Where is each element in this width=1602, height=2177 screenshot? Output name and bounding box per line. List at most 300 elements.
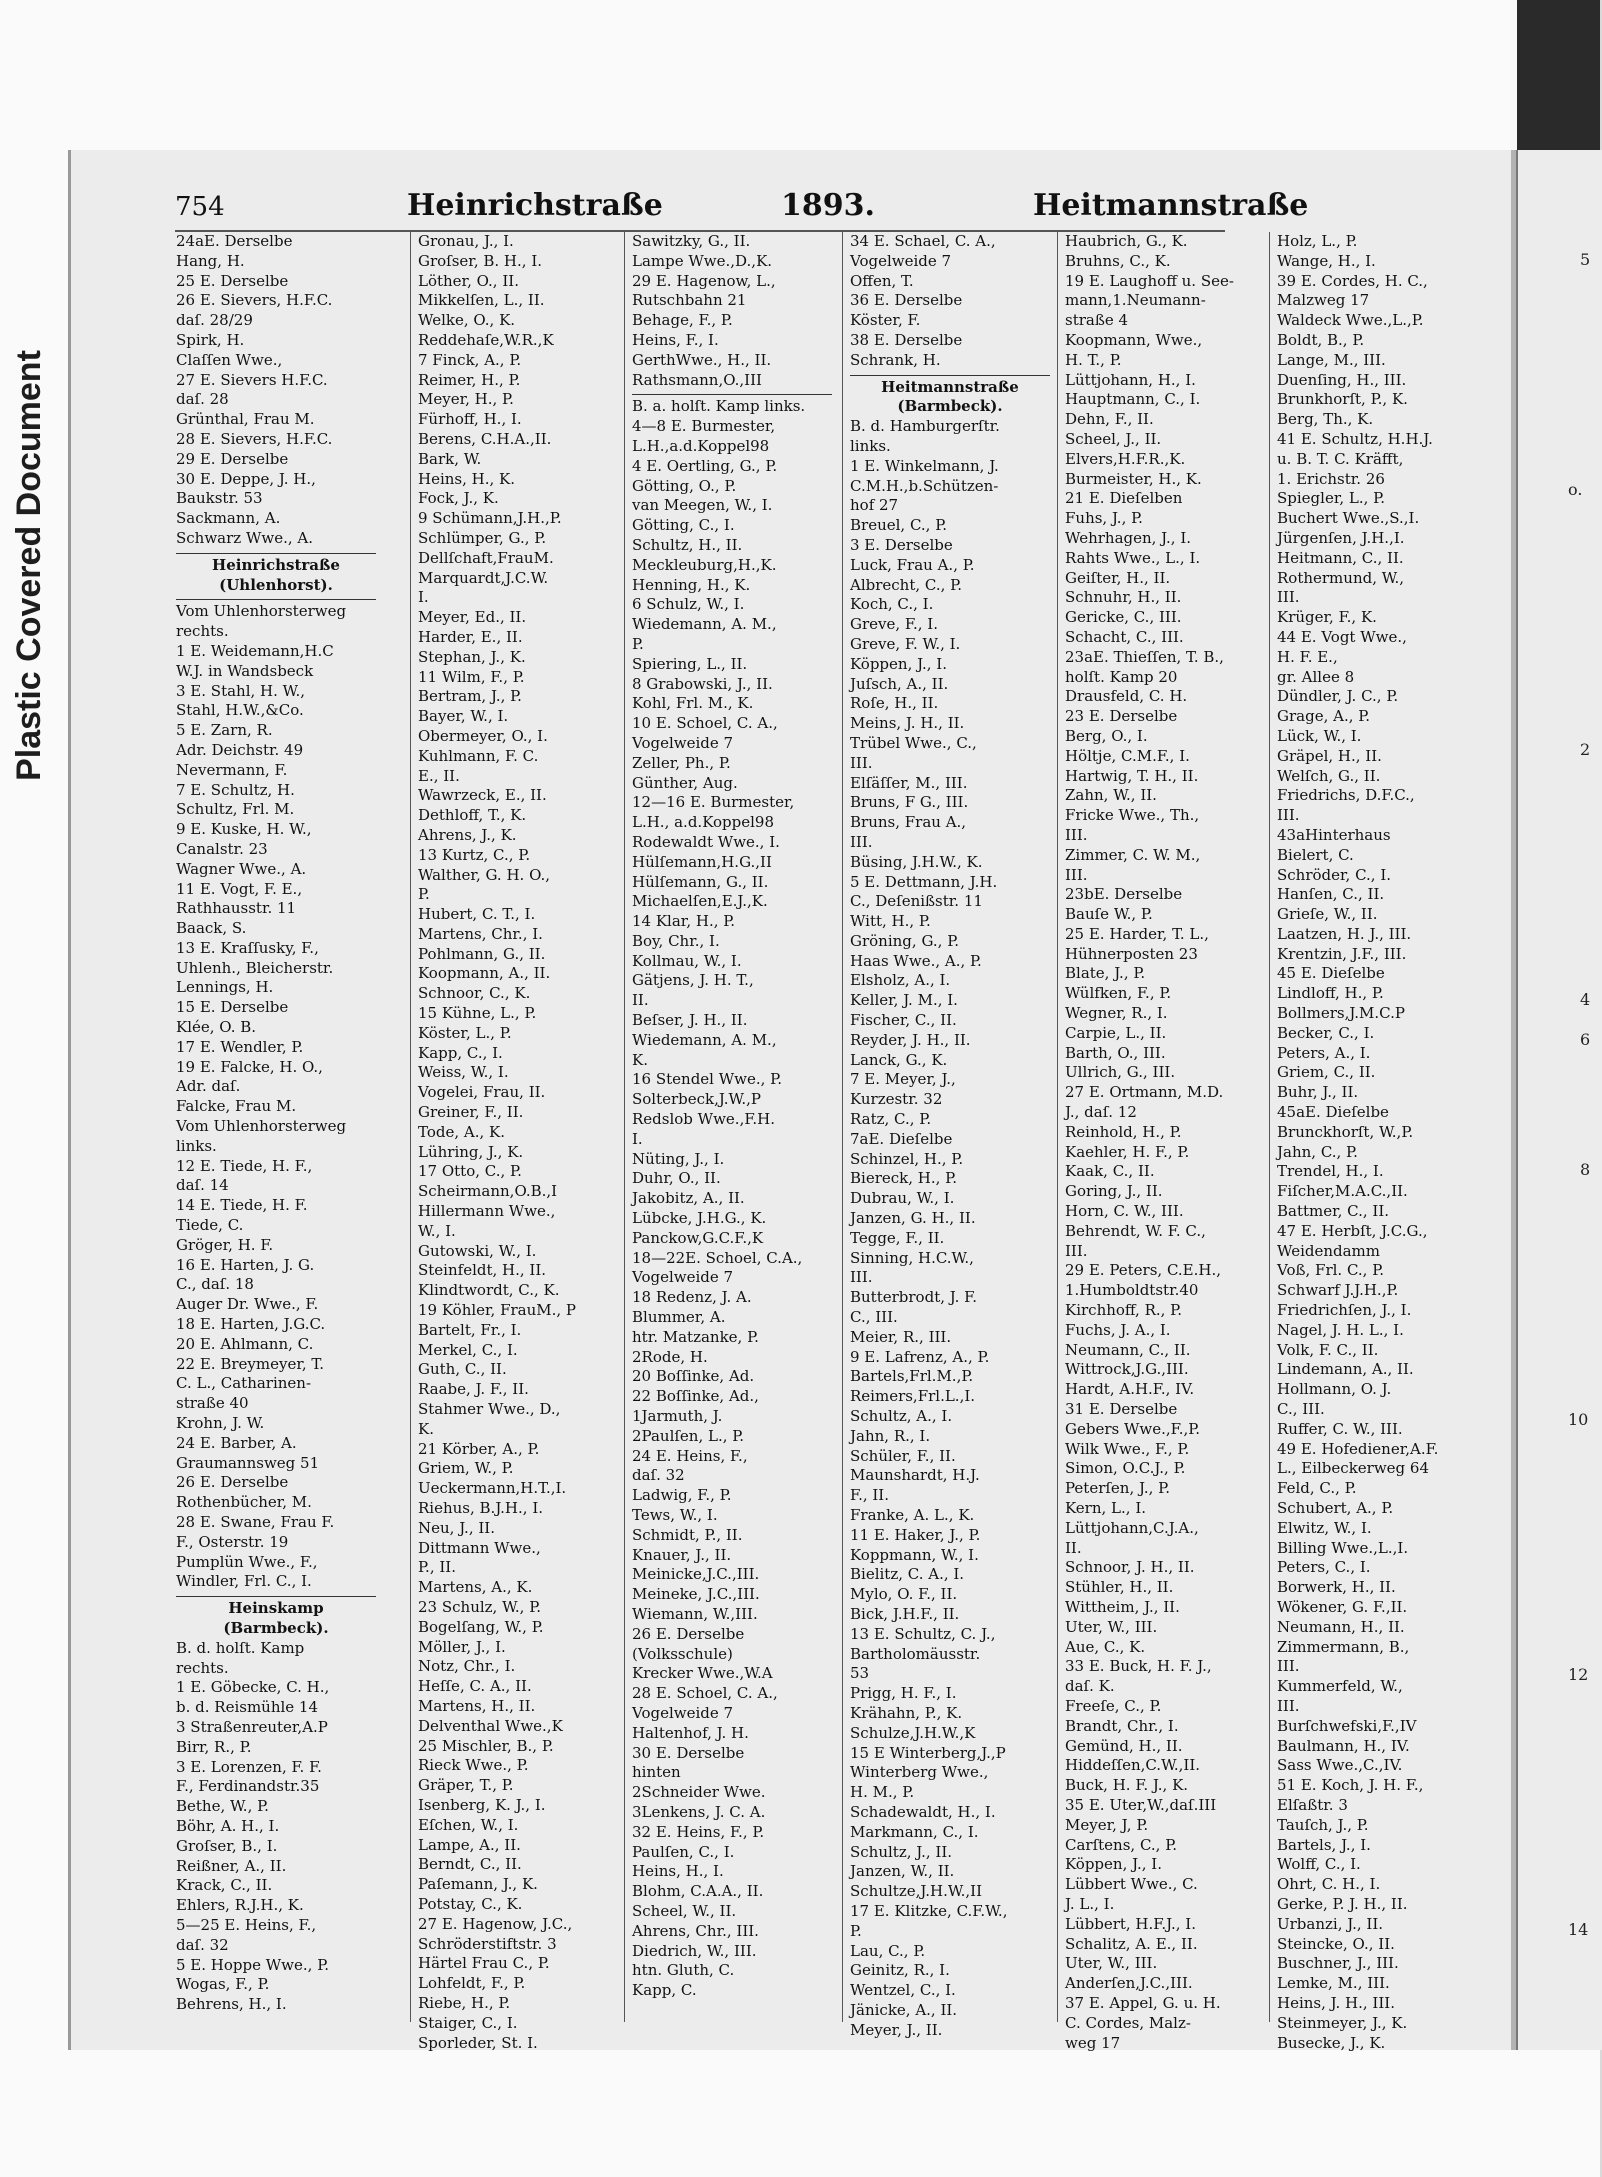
directory-entry: Löther, O., II. [418,271,519,290]
directory-entry: Sporleder, St. I. [418,2033,538,2052]
directory-entry: Reimer, H., P. [418,370,521,389]
directory-entry: III. [1277,1657,1300,1676]
directory-entry: Schultz, H., II. [632,535,743,554]
directory-entry: Jahn, R., I. [850,1426,931,1445]
directory-entry: Hanſen, C., II. [1277,885,1385,904]
directory-entry: Schulze,J.H.W.,K [850,1723,976,1742]
directory-entry: 27 E. Ortmann, M.D. [1065,1083,1224,1102]
directory-entry: Gräpel, H., II. [1277,746,1382,765]
directory-entry: Paulſen, C., I. [632,1842,735,1861]
directory-entry: 30 E. Deppe, J. H., [176,469,316,488]
directory-entry: 44 E. Vogt Wwe., [1277,627,1407,646]
directory-entry: 17 Otto, C., P. [418,1162,522,1181]
directory-entry: 1.Humboldtstr.40 [1065,1281,1199,1300]
directory-entry: Drausfeld, C. H. [1065,687,1188,706]
directory-entry: Auger Dr. Wwe., F. [176,1295,319,1314]
directory-entry: Zimmermann, B., [1277,1637,1410,1656]
directory-entry: Heins, H., K. [418,469,516,488]
directory-entry: Fuchs, J. A., I. [1065,1320,1171,1339]
directory-entry: mann,1.Neumann- [1065,291,1206,310]
directory-entry: Kuhlmann, F. C. [418,746,539,765]
directory-entry: 25 Mischler, B., P. [418,1736,554,1755]
directory-entry: Eſchen, W., I. [418,1815,519,1834]
directory-entry: 13 Kurtz, C., P. [418,845,531,864]
directory-entry: 7 E. Schultz, H. [176,780,295,799]
directory-entry: Bielert, C. [1277,845,1354,864]
directory-column-4 [850,232,1050,2039]
directory-entry: 29 E. Derselbe [176,449,289,468]
directory-entry: Kern, L., I. [1065,1499,1147,1517]
directory-entry: Gröger, H. F. [176,1235,274,1254]
directory-entry: Meinicke,J.C.,III. [632,1565,760,1584]
directory-entry: Tews, W., I. [632,1506,718,1524]
directory-entry: C., Deſenißstr. 11 [850,892,983,911]
directory-entry: Heins, J. H., III. [1277,1993,1395,2012]
directory-entry: 25 E. Derselbe [176,271,289,290]
directory-entry: Mylo, O. F., II. [850,1585,958,1604]
directory-entry: 33 E. Buck, H. F. J., [1065,1657,1212,1676]
directory-entry: Burmeister, H., K. [1065,469,1202,488]
directory-entry: 5—25 E. Heins, F., [176,1915,317,1934]
directory-entry: Knauer, J., II. [632,1545,732,1564]
directory-entry: (Barmbeck). [223,1618,329,1637]
directory-entry: 31 E. Derselbe [1065,1400,1178,1419]
directory-entry: 37 E. Appel, G. u. H. [1065,1993,1221,2012]
directory-entry: van Meegen, W., I. [632,496,773,515]
column-rule [842,232,843,2022]
directory-entry: K. [632,1050,648,1069]
directory-entry: Krecker Wwe.,W.A [632,1664,773,1683]
adjacent-page-number: 10 [1568,1410,1589,1429]
page-header [175,188,1309,228]
directory-entry: Hang, H. [176,251,245,270]
directory-entry: Krüger, F., K. [1277,608,1377,627]
directory-entry: Falcke, Frau M. [176,1097,297,1116]
directory-entry: Sinning, H.C.W., [850,1248,974,1267]
directory-entry: Lampe, A., II. [418,1835,521,1854]
directory-entry: Buchert Wwe.,S.,I. [1277,509,1420,528]
directory-entry: Rathsmann,O.,III [632,370,762,389]
directory-entry: Berndt, C., II. [418,1855,522,1874]
directory-entry: Jahn, C., P. [1277,1142,1358,1161]
directory-entry: III. [850,1268,873,1287]
directory-entry: Franke, A. L., K. [850,1506,975,1524]
directory-entry: Rahts Wwe., L., I. [1065,548,1201,567]
directory-entry: 15 E. Derselbe [176,998,289,1017]
directory-entry: 38 E. Derselbe [850,330,963,349]
directory-entry: Sawitzky, G., II. [632,232,751,250]
directory-entry: Dehn, F., II. [1065,410,1154,429]
directory-entry: Reimers,Frl.L.,I. [850,1387,976,1406]
directory-entry: Horn, C. W., III. [1065,1202,1184,1221]
directory-entry: Koopmann, A., II. [418,964,551,983]
directory-entry: 3 E. Derselbe [850,535,953,554]
directory-entry: H. T., P. [1065,350,1122,369]
directory-entry: Lau, C., P. [850,1941,926,1960]
directory-entry: Anderſen,J.C.,III. [1065,1974,1193,1993]
directory-entry: 39 E. Cordes, H. C., [1277,271,1428,290]
directory-entry: Laatzen, H. J., III. [1277,924,1412,943]
directory-entry: Buck, H. F. J., K. [1065,1776,1189,1795]
directory-entry: Meyer, H., P. [418,390,514,409]
left-street-title: Heinrichstraße [407,188,663,223]
directory-entry: Adr. daſ. [176,1077,241,1096]
adjacent-page-edge [1516,150,1602,2050]
directory-column-5 [1065,232,1265,2052]
directory-entry: Peters, C., I. [1277,1558,1371,1577]
directory-entry: Lohfeldt, F., P. [418,1974,526,1993]
directory-entry: Elsholz, A., I. [850,971,951,990]
directory-entry: Breuel, C., P. [850,516,948,535]
directory-entry: Elvers,H.F.R.,K. [1065,449,1186,468]
directory-entry: Janzen, G. H., II. [850,1209,976,1228]
directory-entry: Scheirmann,O.B.,I [418,1182,558,1201]
directory-entry: Dündler, J. C., P. [1277,687,1399,706]
directory-entry: 45 E. Dieſelbe [1277,964,1385,983]
directory-entry: Prigg, H. F., I. [850,1684,957,1703]
directory-entry: Ladwig, F., P. [632,1486,732,1505]
directory-entry: Bollmers,J.M.C.P [1277,1004,1405,1023]
directory-entry: Geinitz, R., I. [850,1961,950,1980]
directory-entry: Stühler, H., II. [1065,1578,1174,1597]
directory-entry: Bartels,Frl.M.,P. [850,1367,974,1386]
directory-entry: 19 Köhler, FrauM., P [418,1301,577,1320]
directory-entry: 43aHinterhaus [1277,825,1391,844]
directory-entry: Freeſe, C., P. [1065,1696,1162,1715]
directory-entry: Sackmann, A. [176,509,281,528]
directory-entry: Pohlmann, G., II. [418,944,546,963]
directory-entry: 15 Kühne, L., P. [418,1004,537,1023]
directory-entry: III. [1065,865,1088,884]
directory-entry: 45aE. Dieſelbe [1277,1103,1389,1122]
directory-entry: Trendel, H., I. [1277,1162,1384,1181]
directory-entry: daſ. K. [1065,1677,1115,1696]
directory-entry: Schadewaldt, H., I. [850,1802,996,1821]
directory-entry: III. [1277,588,1300,607]
directory-entry: 22 E. Breymeyer, T. [176,1354,324,1373]
directory-entry: Schultz, A., I. [850,1407,953,1426]
directory-entry: Bick, J.H.F., II. [850,1604,960,1623]
directory-entry: Griem, W., P. [418,1459,514,1478]
directory-entry: Schalitz, A. E., II. [1065,1934,1198,1953]
directory-entry: Schinzel, H., P. [850,1149,964,1168]
directory-entry: Berg, Th., K. [1277,410,1374,429]
directory-entry: Behrendt, W. F. C., [1065,1221,1206,1240]
directory-entry: Wehrhagen, J., I. [1065,528,1192,547]
directory-entry: 24 E. Heins, F., [632,1446,748,1465]
directory-entry: Schlümper, G., P. [418,528,547,547]
directory-entry: Haas Wwe., A., P. [850,951,982,970]
directory-entry: 25 E. Harder, T. L., [1065,924,1209,943]
directory-entry: Meyer, J, P. [1065,1815,1149,1834]
directory-entry: C.M.H.,b.Schützen- [850,476,999,495]
directory-entry: Lühring, J., K. [418,1142,524,1161]
directory-entry: Trübel Wwe., C., [850,733,977,752]
directory-entry: Tegge, F., II. [850,1228,945,1247]
directory-entry: 23aE. Thieſſen, T. B., [1065,647,1224,666]
directory-entry: GerthWwe., H., II. [632,350,772,369]
directory-entry: Wilk Wwe., F., P. [1065,1439,1190,1458]
directory-entry: Michaelſen,E.J.,K. [632,892,768,911]
directory-entry: Brunkhorſt, P., K. [1277,390,1408,409]
directory-entry: H. F. E., [1277,647,1338,666]
directory-entry: 12 E. Tiede, H. F., [176,1156,313,1175]
directory-entry: Gronau, J., I. [418,232,514,250]
directory-entry: Heſſe, C. A., II. [418,1677,532,1696]
directory-entry: Bogelſang, W., P. [418,1617,544,1636]
directory-entry: Gemünd, H., II. [1065,1736,1183,1755]
directory-entry: hinten [632,1763,681,1782]
directory-entry: Schröderstiftstr. 3 [418,1934,557,1953]
directory-entry: Welſch, G., II. [1277,766,1381,785]
directory-entry: Hubert, C. T., I. [418,905,536,924]
directory-entry: Gerke, P. J. H., II. [1277,1894,1408,1913]
directory-entry: Haubrich, G., K. [1065,232,1188,250]
directory-entry: Hiddeſſen,C.W.,II. [1065,1756,1201,1775]
directory-entry: Uter, W., III. [1065,1617,1158,1636]
directory-entry: (Barmbeck). [897,397,1003,416]
directory-entry: Heinrichstraße [176,553,376,576]
directory-entry: Rieck Wwe., P. [418,1756,529,1775]
directory-entry: 26 E. Derselbe [632,1624,745,1643]
directory-entry: Wiedemann, A. M., [632,1030,777,1049]
directory-entry: Baukstr. 53 [176,489,263,508]
directory-entry: 18 E. Harten, J.G.C. [176,1315,326,1334]
directory-entry: W.J. in Wandsbeck [176,661,314,680]
directory-entry: 21 Körber, A., P. [418,1439,540,1458]
directory-entry: Keller, J. M., I. [850,991,958,1010]
directory-entry: Staiger, C., I. [418,2013,518,2032]
directory-entry: Hartwig, T. H., II. [1065,766,1199,785]
directory-entry: Battmer, C., II. [1277,1202,1390,1221]
directory-entry: Härtel Frau C., P. [418,1954,550,1973]
directory-entry: Blohm, C.A.A., II. [632,1882,764,1901]
directory-entry: Busecke, J., K. [1277,2033,1386,2052]
directory-entry: Fuhs, J., P. [1065,509,1143,528]
directory-entry: Bark, W. [418,449,482,468]
directory-entry: L.H.,a.d.Koppel98 [632,436,770,455]
directory-entry: Krack, C., II. [176,1876,273,1895]
directory-entry: Carpie, L., II. [1065,1023,1167,1042]
directory-entry: C., III. [850,1308,898,1327]
directory-entry: J., daſ. 12 [1065,1103,1137,1122]
adjacent-page-number: 6 [1580,1030,1591,1049]
directory-entry: Schnuhr, H., II. [1065,588,1182,607]
directory-entry: 20 Boſſinke, Ad. [632,1367,755,1386]
directory-entry: Bethe, W., P. [176,1797,269,1816]
directory-entry: Vom Uhlenhorsterweg [176,599,376,622]
directory-entry: Simon, O.C.J., P. [1065,1459,1186,1478]
directory-entry: Schmidt, P., II. [632,1525,743,1544]
directory-entry: Peters, A., I. [1277,1043,1371,1062]
directory-entry: B. d. holſt. Kamp [176,1638,305,1657]
directory-entry: Köppen, J., I. [850,654,947,673]
directory-entry: rechts. [176,622,229,641]
directory-entry: 17 E. Klitzke, C.F.W., [850,1901,1008,1920]
directory-entry: Rutschbahn 21 [632,291,747,310]
directory-entry: 3 E. Stahl, H. W., [176,681,305,700]
directory-entry: Birr, R., P. [176,1737,252,1756]
directory-entry: 41 E. Schultz, H.H.J. [1277,429,1433,448]
directory-entry: Bauſe W., P. [1065,905,1153,924]
directory-entry: Pumplün Wwe., F., [176,1552,318,1571]
directory-entry: III. [1277,806,1300,825]
directory-entry: II. [1065,1538,1082,1557]
directory-entry: Lemke, M., III. [1277,1974,1390,1993]
directory-entry: Hülſemann, G., II. [632,872,769,891]
directory-entry: Gätjens, J. H. T., [632,971,754,990]
directory-entry: Panckow,G.C.F.,K [632,1228,764,1247]
directory-entry: Fricke Wwe., Th., [1065,806,1200,825]
directory-entry: Ueckermann,H.T.,I. [418,1479,567,1498]
directory-entry: Ahrens, Chr., III. [632,1921,759,1940]
directory-entry: Rathhausstr. 11 [176,899,297,918]
adjacent-page-number: 2 [1580,740,1591,759]
directory-entry: Voß, Frl. C., P. [1277,1261,1385,1280]
directory-entry: Koopmann, Wwe., [1065,330,1203,349]
directory-entry: 3Lenkens, J. C. A. [632,1802,766,1821]
directory-entry: Bruns, F G., III. [850,793,969,812]
directory-entry: Janzen, W., II. [850,1862,955,1881]
directory-entry: Uhlenh., Bleicherstr. [176,958,334,977]
directory-entry: 28 E. Sievers, H.F.C. [176,429,333,448]
directory-entry: Markmann, C., I. [850,1822,979,1841]
directory-entry: Kohl, Frl. M., K. [632,694,754,713]
directory-entry: daſ. 28 [176,390,229,409]
directory-entry: Baulmann, H., IV. [1277,1736,1410,1755]
directory-entry: 14 E. Tiede, H. F. [176,1196,308,1215]
directory-entry: Albrecht, C., P. [850,575,962,594]
directory-entry: 7aE. Dieſelbe [850,1129,953,1148]
directory-entry: 11 E. Haker, J., P. [850,1525,981,1544]
directory-entry: Kummerfeld, W., [1277,1677,1403,1696]
directory-entry: Höltje, C.M.F., I. [1065,746,1190,765]
directory-entry: Friedrichs, D.F.C., [1277,786,1415,805]
directory-entry: Behage, F., P. [632,311,733,330]
directory-entry: Reinhold, H., P. [1065,1122,1182,1141]
directory-entry: links. [176,1136,217,1155]
directory-entry: 47 E. Herbſt, J.C.G., [1277,1221,1428,1240]
directory-entry: 24aE. Derselbe [176,232,293,250]
directory-entry: htr. Matzanke, P. [632,1327,759,1346]
directory-entry: P. [418,885,430,904]
directory-entry: Bartholomäusstr. [850,1644,981,1663]
directory-entry: Windler, Frl. C., I. [176,1572,312,1591]
directory-entry: Heins, H., I. [632,1862,724,1881]
directory-entry: 26 E. Derselbe [176,1473,289,1492]
directory-entry: Krohn, J. W. [176,1414,265,1433]
directory-entry: Barth, O., III. [1065,1043,1166,1062]
directory-entry: Lindemann, A., II. [1277,1360,1414,1379]
directory-entry: 16 Stendel Wwe., P. [632,1070,782,1089]
directory-entry: Obermeyer, O., I. [418,726,548,745]
directory-entry: Vogelweide 7 [632,1703,734,1722]
directory-entry: Elſäſſer, M., III. [850,773,968,792]
directory-entry: 18 Redenz, J. A. [632,1288,752,1307]
directory-entry: 8 Grabowski, J., II. [632,674,773,693]
directory-entry: Potstay, C., K. [418,1894,523,1913]
directory-entry: L.H., a.d.Koppel98 [632,813,774,832]
directory-entry: L., Eilbeckerweg 64 [1277,1459,1429,1478]
directory-entry: I. [418,588,429,607]
directory-entry: Uter, W., III. [1065,1954,1158,1973]
directory-entry: 2Schneider Wwe. [632,1783,766,1802]
directory-entry: 19 E. Falcke, H. O., [176,1057,323,1076]
adjacent-page-number: 5 [1580,250,1591,269]
directory-entry: Zahn, W., II. [1065,786,1157,805]
directory-entry: Kollmau, W., I. [632,951,742,970]
directory-entry: I. [632,1129,643,1148]
directory-entry: Haltenhof, J. H. [632,1723,749,1742]
directory-entry: Schultze,J.H.W.,II [850,1882,983,1901]
directory-entry: Steinfeldt, H., II. [418,1261,547,1280]
directory-entry: Wiedemann, A. M., [632,615,777,634]
directory-entry: Meier, R., III. [850,1327,952,1346]
directory-entry: Böhr, A. H., I. [176,1816,280,1835]
column-rule [1057,232,1058,2022]
directory-entry: Lampe Wwe.,D.,K. [632,251,773,270]
directory-entry: Dellſchaft,FrauM. [418,548,554,567]
directory-entry: Reißner, A., II. [176,1856,287,1875]
directory-entry: Zimmer, C. W. M., [1065,845,1201,864]
directory-entry: Adr. Deichstr. 49 [176,740,304,759]
directory-entry: Martens, Chr., I. [418,924,543,943]
directory-entry: Schwarf J.J.H.,P. [1277,1281,1399,1300]
directory-entry: Neu, J., II. [418,1518,495,1537]
directory-entry: Koch, C., I. [850,595,934,614]
directory-entry: Delventhal Wwe.,K [418,1716,563,1735]
directory-entry: Griem, C., II. [1277,1063,1376,1082]
directory-entry: Bartelt, Fr., I. [418,1320,522,1339]
directory-entry: 11 E. Vogt, F. E., [176,879,303,898]
directory-entry: Vogelei, Frau, II. [418,1083,546,1102]
directory-entry: Ehlers, R.J.H., K. [176,1896,304,1915]
directory-entry: Meyer, Ed., II. [418,608,527,627]
directory-entry: Burſchwefski,F.,IV [1277,1716,1417,1735]
directory-entry: Lübbert Wwe., C. [1065,1875,1198,1894]
directory-entry: Lange, M., III. [1277,350,1386,369]
directory-entry: Schultz, J., II. [850,1842,953,1861]
directory-entry: 1 E. Winkelmann, J. [850,456,999,475]
directory-entry: 32 E. Heins, F., P. [632,1822,765,1841]
directory-entry: F., Osterstr. 19 [176,1532,289,1551]
directory-entry: Götting, O., P. [632,476,737,495]
directory-entry: Schnoor, C., K. [418,984,531,1003]
directory-entry: Redslob Wwe.,F.H. [632,1110,776,1129]
directory-entry: Duenſing, H., III. [1277,370,1407,389]
directory-entry: Kirchhoff, R., P. [1065,1301,1183,1320]
directory-entry: 9 E. Kuske, H. W., [176,820,312,839]
directory-entry: II. [632,991,649,1010]
directory-entry: 17 E. Wendler, P. [176,1037,304,1056]
directory-entry: Wolff, C., I. [1277,1855,1361,1874]
directory-entry: Friedrichſen, J., I. [1277,1301,1412,1320]
directory-entry: J. L., I. [1065,1894,1115,1913]
directory-entry: Meins, J. H., II. [850,714,965,733]
directory-entry: Urbanzi, J., II. [1277,1914,1384,1933]
directory-entry: 29 E. Peters, C.E.H., [1065,1261,1221,1280]
directory-entry: 27 E. Hagenow, J.C., [418,1914,573,1933]
directory-entry: 12—16 E. Burmester, [632,793,795,812]
directory-entry: Meyer, J., II. [850,2020,943,2039]
directory-entry: Nüting, J., I. [632,1149,725,1168]
directory-entry: 23bE. Derselbe [1065,885,1183,904]
directory-entry: Nevermann, F. [176,760,288,779]
directory-entry: Isenberg, K. J., I. [418,1795,546,1814]
directory-entry: 26 E. Sievers, H.F.C. [176,291,333,310]
directory-entry: Schultz, Frl. M. [176,800,295,819]
directory-entry: Riebe, H., P. [418,1993,511,2012]
